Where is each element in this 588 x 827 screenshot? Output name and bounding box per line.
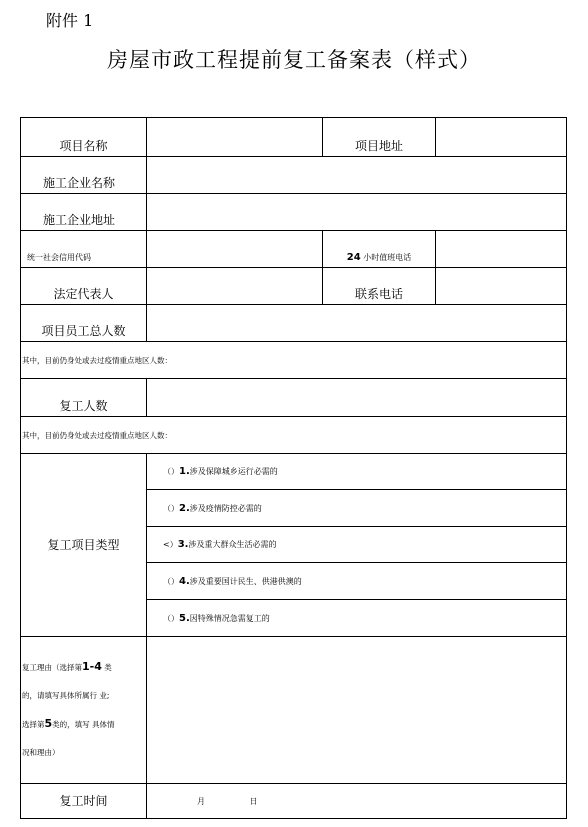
reason-line-3b: 5 (44, 717, 53, 730)
reason-line-4: 况和理由） (22, 748, 60, 757)
option-4-checkbox[interactable]: （） (163, 576, 179, 586)
row-resume-note (21, 417, 567, 454)
row-staff-note (21, 342, 567, 379)
resume-count-label: 复工人数 (21, 379, 147, 417)
option-3[interactable] (147, 527, 567, 563)
option-1-checkbox[interactable]: （） (163, 467, 179, 476)
legal-rep-field[interactable] (147, 268, 323, 305)
option-3-number: 3. (177, 539, 189, 550)
day-label: 日 (249, 796, 258, 806)
row-total-staff (21, 305, 567, 342)
row-legal-rep (21, 268, 567, 305)
filing-form-table (20, 117, 567, 819)
reason-line-1c: 类 (101, 663, 112, 672)
project-type-label: 复工项目类型 (21, 454, 147, 637)
legal-rep-label: 法定代表人 (21, 268, 147, 305)
month-label: 月 (197, 796, 205, 806)
option-2-checkbox[interactable]: （） (163, 503, 179, 513)
company-name-label: 施工企业名称 (21, 157, 147, 194)
reason-line-3a: 选择第 (22, 720, 45, 729)
project-address-field[interactable] (436, 118, 567, 157)
staff-note[interactable]: 其中，目前仍身处或去过疫情重点地区人数： (21, 342, 567, 379)
company-address-label: 施工企业地址 (21, 194, 147, 231)
hotline-label (323, 231, 436, 268)
option-5-number: 5. (179, 612, 190, 624)
contact-phone-label: 联系电话 (323, 268, 436, 305)
row-project (21, 118, 567, 157)
hotline-label-text: 小时值班电话 (363, 253, 412, 262)
option-4[interactable] (147, 563, 567, 600)
row-option-1 (21, 454, 567, 490)
resume-time-field[interactable] (147, 784, 567, 819)
reason-field[interactable] (147, 637, 567, 784)
reason-line-3 (22, 710, 146, 739)
option-5[interactable] (147, 600, 567, 637)
option-2[interactable] (147, 490, 567, 527)
option-2-number: 2. (179, 502, 190, 514)
resume-count-field[interactable] (147, 379, 567, 417)
option-3-checkbox[interactable]: <） (163, 540, 178, 549)
option-5-checkbox[interactable]: （） (163, 613, 179, 623)
credit-code-field[interactable] (147, 231, 323, 268)
row-resume-time (21, 784, 567, 819)
row-company-address (21, 194, 567, 231)
hotline-label-number: 24 (346, 252, 361, 263)
attachment-label: 附件 1 (46, 11, 94, 30)
reason-line-2: 的，请填写具体所属行 业; (22, 691, 110, 700)
project-name-field[interactable] (147, 118, 323, 157)
company-name-field[interactable] (147, 157, 567, 194)
option-4-text: 涉及重要国计民生、供港供澳的 (189, 576, 302, 586)
company-address-field[interactable] (147, 194, 567, 231)
reason-line-1a: 复工理由（选择第 (22, 663, 82, 672)
option-5-text: 因特殊情况急需复工的 (189, 613, 270, 623)
row-credit-code (21, 231, 567, 268)
option-1-number: 1. (179, 466, 190, 477)
page-title: 房屋市政工程提前复工备案表（样式） (107, 48, 481, 72)
credit-code-label: 统一社会信用代码 (21, 231, 147, 268)
option-1[interactable] (147, 454, 567, 490)
total-staff-label: 项目员工总人数 (21, 305, 147, 342)
option-4-number: 4. (179, 575, 190, 587)
resume-note[interactable]: 其中，目前仍身处或去过疫情重点地区人数： (21, 417, 567, 454)
reason-label (21, 637, 147, 784)
reason-line-3c: 类的，填写 具体情 (52, 720, 115, 729)
hotline-field[interactable] (436, 231, 567, 268)
option-1-text: 涉及保障城乡运行必需的 (189, 467, 278, 476)
row-reason (21, 637, 567, 784)
option-2-text: 涉及疫情防控必需的 (189, 503, 262, 513)
project-name-label: 项目名称 (21, 118, 147, 157)
contact-phone-field[interactable] (436, 268, 567, 305)
row-resume-count (21, 379, 567, 417)
resume-time-label: 复工时间 (21, 784, 147, 819)
reason-line-1b: 1-4 (82, 660, 102, 673)
option-3-text: 涉及重大群众生活必需的 (188, 540, 277, 549)
total-staff-field[interactable] (147, 305, 567, 342)
row-company-name (21, 157, 567, 194)
project-address-label: 项目地址 (323, 118, 436, 157)
reason-line-1 (22, 653, 146, 682)
